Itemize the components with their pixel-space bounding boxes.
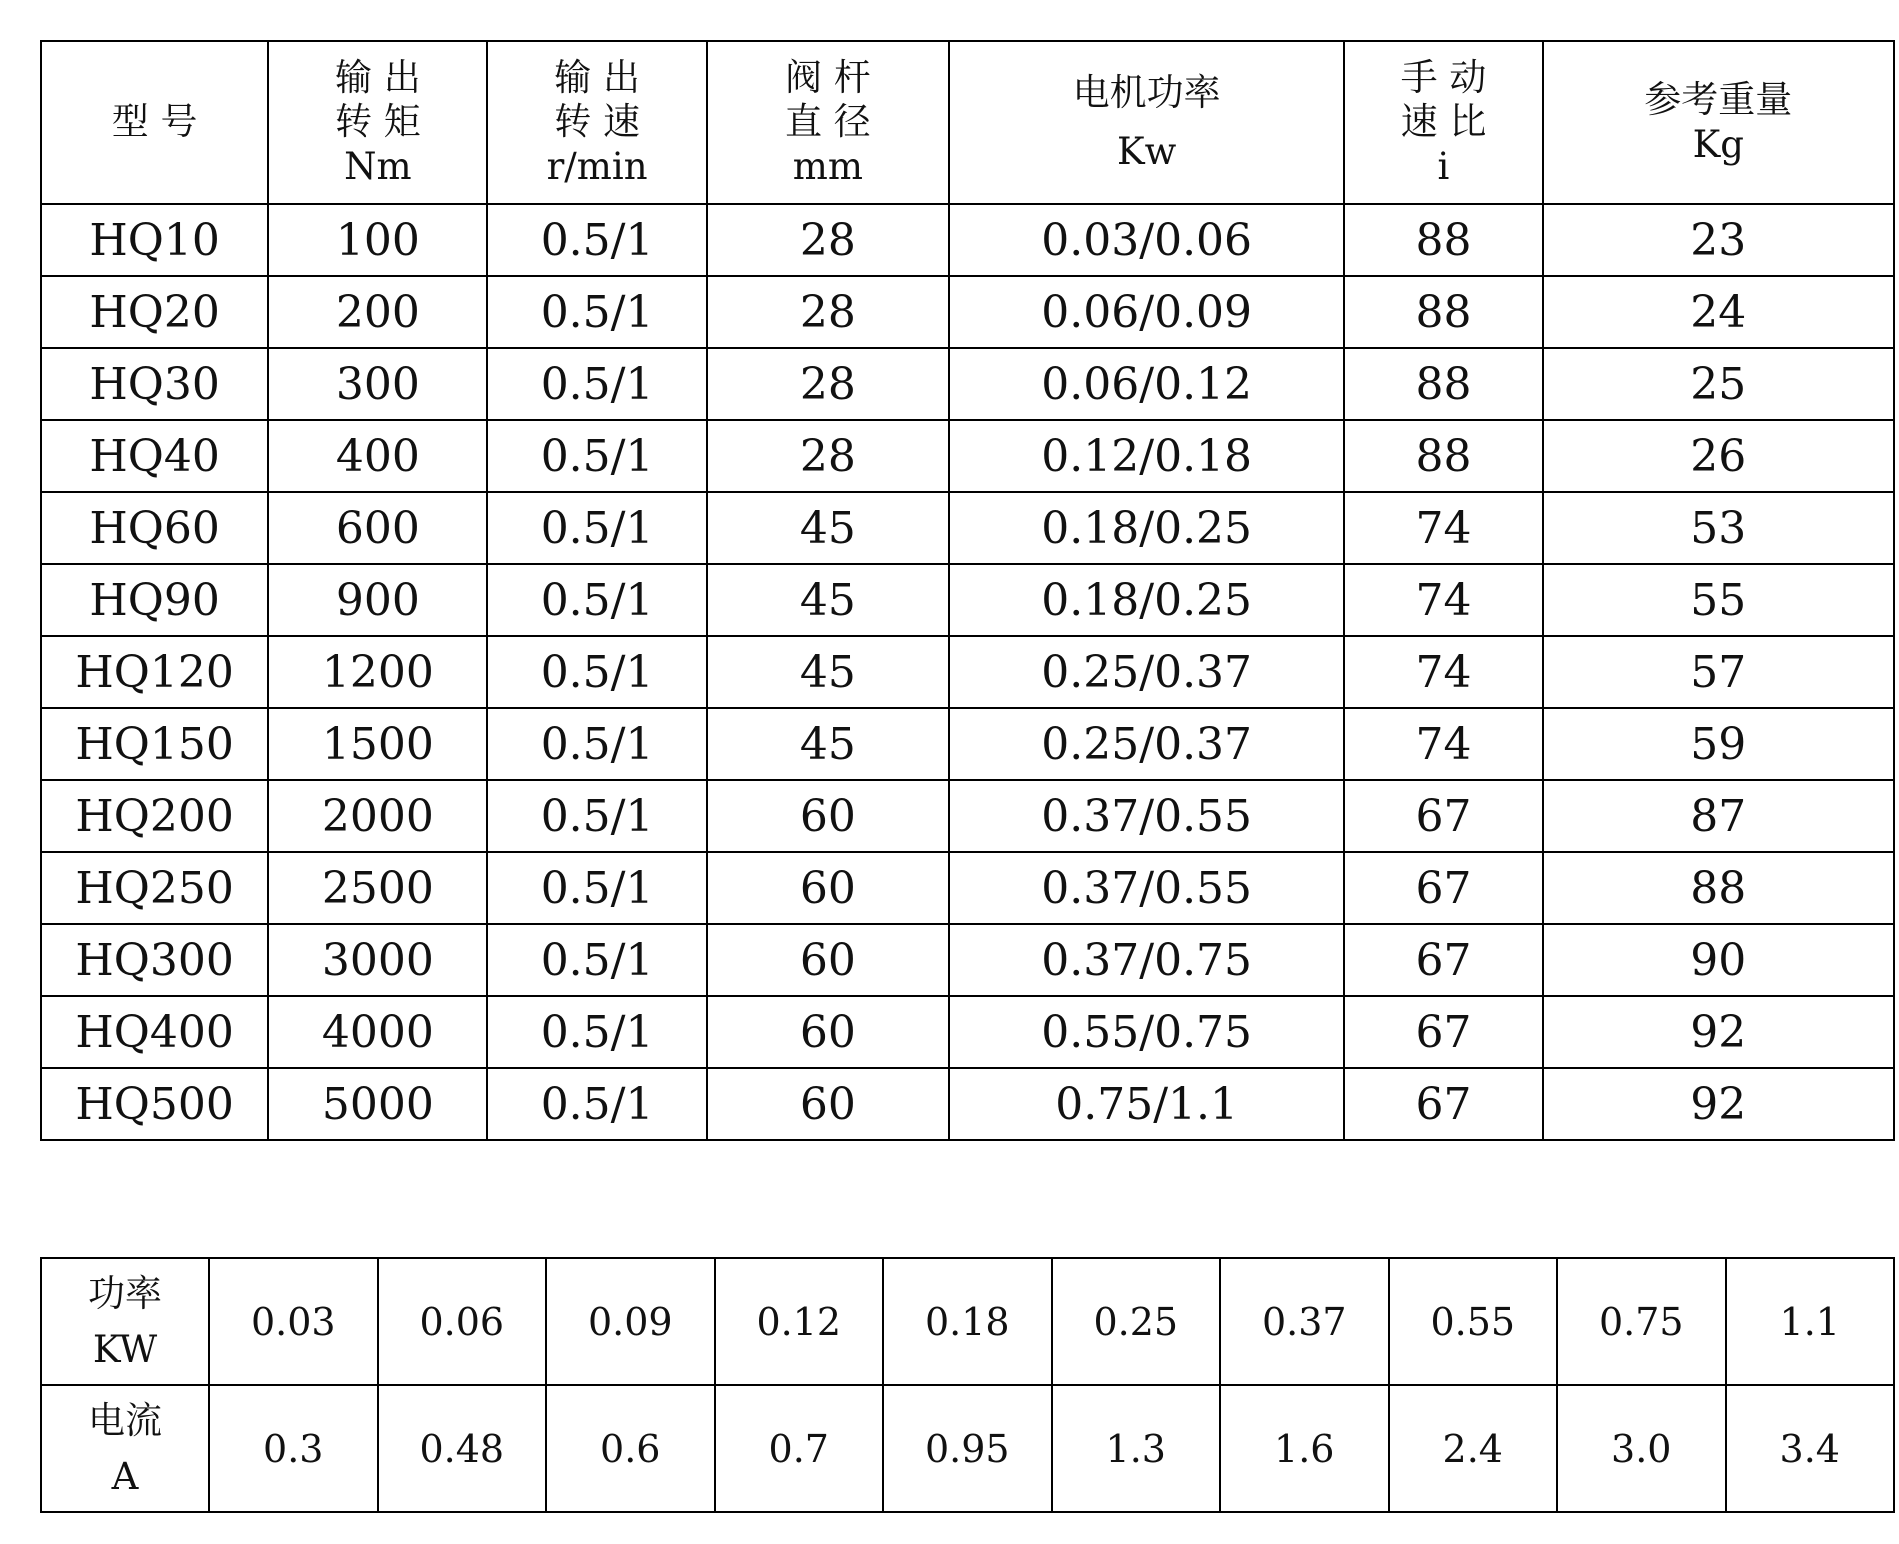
- torque-cell: 300: [268, 348, 487, 420]
- weight-cell: 55: [1543, 564, 1894, 636]
- header-unit: mm: [792, 144, 863, 188]
- stem-diameter-cell: 45: [707, 708, 949, 780]
- table-row: [41, 492, 1894, 564]
- current-value-cell: 0.95: [883, 1385, 1052, 1512]
- model-cell: HQ10: [41, 204, 268, 276]
- current-label: [41, 1385, 209, 1512]
- power-value-cell: 1.1: [1726, 1258, 1895, 1385]
- motor-power-cell: 0.25/0.37: [949, 708, 1344, 780]
- table-row: [41, 420, 1894, 492]
- manual-ratio-cell: 88: [1344, 348, 1542, 420]
- torque-cell: 4000: [268, 996, 487, 1068]
- torque-cell: 400: [268, 420, 487, 492]
- stem-diameter-cell: 60: [707, 924, 949, 996]
- weight-cell: 90: [1543, 924, 1894, 996]
- speed-cell: 0.5/1: [487, 708, 706, 780]
- motor-power-cell: 0.18/0.25: [949, 564, 1344, 636]
- current-value-cell: 3.4: [1726, 1385, 1895, 1512]
- header-unit: Kw: [1117, 129, 1177, 173]
- header-unit: r/min: [546, 144, 648, 188]
- speed-cell: 0.5/1: [487, 492, 706, 564]
- speed-cell: 0.5/1: [487, 348, 706, 420]
- power-row: [41, 1258, 1894, 1385]
- speed-cell: 0.5/1: [487, 564, 706, 636]
- manual-ratio-cell: 67: [1344, 780, 1542, 852]
- power-value-cell: 0.25: [1052, 1258, 1221, 1385]
- torque-cell: 3000: [268, 924, 487, 996]
- current-value-cell: 0.3: [209, 1385, 378, 1512]
- stem-diameter-cell: 60: [707, 852, 949, 924]
- manual-ratio-cell: 67: [1344, 852, 1542, 924]
- motor-power-cell: 0.55/0.75: [949, 996, 1344, 1068]
- torque-cell: 900: [268, 564, 487, 636]
- weight-cell: 88: [1543, 852, 1894, 924]
- table-row: [41, 708, 1894, 780]
- weight-cell: 53: [1543, 492, 1894, 564]
- table-row: [41, 924, 1894, 996]
- model-cell: HQ200: [41, 780, 268, 852]
- header-line: 参考重量: [1644, 78, 1793, 122]
- header-manual-ratio: [1344, 41, 1542, 204]
- stem-diameter-cell: 60: [707, 996, 949, 1068]
- torque-cell: 100: [268, 204, 487, 276]
- model-cell: HQ20: [41, 276, 268, 348]
- motor-power-cell: 0.37/0.55: [949, 780, 1344, 852]
- speed-cell: 0.5/1: [487, 636, 706, 708]
- weight-cell: 92: [1543, 1068, 1894, 1140]
- motor-power-cell: 0.75/1.1: [949, 1068, 1344, 1140]
- table-row: [41, 1068, 1894, 1140]
- header-unit: i: [1437, 144, 1450, 188]
- header-line: 直 径: [784, 100, 871, 144]
- table-row: [41, 996, 1894, 1068]
- model-cell: HQ60: [41, 492, 268, 564]
- speed-cell: 0.5/1: [487, 204, 706, 276]
- power-value-cell: 0.18: [883, 1258, 1052, 1385]
- stem-diameter-cell: 28: [707, 420, 949, 492]
- current-value-cell: 0.48: [378, 1385, 547, 1512]
- header-line: 输 出: [334, 55, 421, 99]
- weight-cell: 87: [1543, 780, 1894, 852]
- header-output-torque: [268, 41, 487, 204]
- power-value-cell: 0.55: [1389, 1258, 1558, 1385]
- header-line: 转 速: [554, 100, 640, 144]
- power-current-table: [40, 1257, 1895, 1513]
- stem-diameter-cell: 45: [707, 564, 949, 636]
- manual-ratio-cell: 88: [1344, 276, 1542, 348]
- current-label-unit: A: [111, 1454, 139, 1498]
- table-row: [41, 348, 1894, 420]
- header-line: 速 比: [1400, 100, 1487, 144]
- manual-ratio-cell: 67: [1344, 924, 1542, 996]
- weight-cell: 92: [1543, 996, 1894, 1068]
- weight-cell: 23: [1543, 204, 1894, 276]
- power-value-cell: 0.75: [1557, 1258, 1726, 1385]
- spec-table-header: [41, 41, 1894, 204]
- header-reference-weight: [1543, 41, 1894, 204]
- header-unit: Nm: [344, 144, 412, 188]
- model-cell: HQ120: [41, 636, 268, 708]
- table-row: [41, 276, 1894, 348]
- model-cell: HQ250: [41, 852, 268, 924]
- current-value-cell: 0.6: [546, 1385, 715, 1512]
- spec-table: [40, 40, 1895, 1141]
- weight-cell: 57: [1543, 636, 1894, 708]
- model-cell: HQ500: [41, 1068, 268, 1140]
- speed-cell: 0.5/1: [487, 1068, 706, 1140]
- header-output-speed: [487, 41, 706, 204]
- motor-power-cell: 0.37/0.55: [949, 852, 1344, 924]
- power-label-unit: KW: [92, 1327, 158, 1371]
- header-line: 转 矩: [334, 100, 421, 144]
- speed-cell: 0.5/1: [487, 276, 706, 348]
- stem-diameter-cell: 60: [707, 1068, 949, 1140]
- manual-ratio-cell: 88: [1344, 204, 1542, 276]
- torque-cell: 600: [268, 492, 487, 564]
- motor-power-cell: 0.03/0.06: [949, 204, 1344, 276]
- motor-power-cell: 0.25/0.37: [949, 636, 1344, 708]
- spec-table-body: [41, 204, 1894, 1140]
- torque-cell: 5000: [268, 1068, 487, 1140]
- torque-cell: 2500: [268, 852, 487, 924]
- torque-cell: 2000: [268, 780, 487, 852]
- table-row: [41, 204, 1894, 276]
- manual-ratio-cell: 88: [1344, 420, 1542, 492]
- header-model: [41, 41, 268, 204]
- power-label: [41, 1258, 209, 1385]
- power-value-cell: 0.06: [378, 1258, 547, 1385]
- torque-cell: 1500: [268, 708, 487, 780]
- weight-cell: 59: [1543, 708, 1894, 780]
- current-value-cell: 0.7: [715, 1385, 884, 1512]
- motor-power-cell: 0.12/0.18: [949, 420, 1344, 492]
- stem-diameter-cell: 28: [707, 204, 949, 276]
- stem-diameter-cell: 45: [707, 492, 949, 564]
- stem-diameter-cell: 28: [707, 276, 949, 348]
- stem-diameter-cell: 28: [707, 348, 949, 420]
- manual-ratio-cell: 74: [1344, 492, 1542, 564]
- manual-ratio-cell: 74: [1344, 636, 1542, 708]
- header-line: 型 号: [111, 100, 198, 144]
- table-row: [41, 636, 1894, 708]
- speed-cell: 0.5/1: [487, 996, 706, 1068]
- current-label-text: 电流: [88, 1399, 162, 1442]
- torque-cell: 1200: [268, 636, 487, 708]
- power-value-cell: 0.12: [715, 1258, 884, 1385]
- model-cell: HQ300: [41, 924, 268, 996]
- power-label-text: 功率: [88, 1272, 162, 1315]
- header-line: 手 动: [1400, 55, 1487, 99]
- table-row: [41, 780, 1894, 852]
- power-value-cell: 0.03: [209, 1258, 378, 1385]
- current-value-cell: 1.6: [1220, 1385, 1389, 1512]
- header-unit: Kg: [1692, 122, 1744, 166]
- manual-ratio-cell: 74: [1344, 708, 1542, 780]
- speed-cell: 0.5/1: [487, 420, 706, 492]
- model-cell: HQ400: [41, 996, 268, 1068]
- model-cell: HQ150: [41, 708, 268, 780]
- power-value-cell: 0.09: [546, 1258, 715, 1385]
- current-row: [41, 1385, 1894, 1512]
- current-value-cell: 3.0: [1557, 1385, 1726, 1512]
- header-line: 输 出: [554, 55, 640, 99]
- speed-cell: 0.5/1: [487, 924, 706, 996]
- power-value-cell: 0.37: [1220, 1258, 1389, 1385]
- model-cell: HQ90: [41, 564, 268, 636]
- model-cell: HQ30: [41, 348, 268, 420]
- header-line: 阀 杆: [784, 55, 871, 99]
- stem-diameter-cell: 60: [707, 780, 949, 852]
- motor-power-cell: 0.37/0.75: [949, 924, 1344, 996]
- table-row: [41, 852, 1894, 924]
- header-row: [41, 41, 1894, 204]
- table-row: [41, 564, 1894, 636]
- stem-diameter-cell: 45: [707, 636, 949, 708]
- manual-ratio-cell: 67: [1344, 1068, 1542, 1140]
- speed-cell: 0.5/1: [487, 852, 706, 924]
- motor-power-cell: 0.06/0.09: [949, 276, 1344, 348]
- speed-cell: 0.5/1: [487, 780, 706, 852]
- model-cell: HQ40: [41, 420, 268, 492]
- header-line: 电机功率: [1072, 71, 1221, 115]
- torque-cell: 200: [268, 276, 487, 348]
- current-value-cell: 1.3: [1052, 1385, 1221, 1512]
- weight-cell: 24: [1543, 276, 1894, 348]
- current-value-cell: 2.4: [1389, 1385, 1558, 1512]
- motor-power-cell: 0.06/0.12: [949, 348, 1344, 420]
- header-stem-diameter: [707, 41, 949, 204]
- weight-cell: 25: [1543, 348, 1894, 420]
- header-motor-power: [949, 41, 1344, 204]
- manual-ratio-cell: 74: [1344, 564, 1542, 636]
- manual-ratio-cell: 67: [1344, 996, 1542, 1068]
- weight-cell: 26: [1543, 420, 1894, 492]
- motor-power-cell: 0.18/0.25: [949, 492, 1344, 564]
